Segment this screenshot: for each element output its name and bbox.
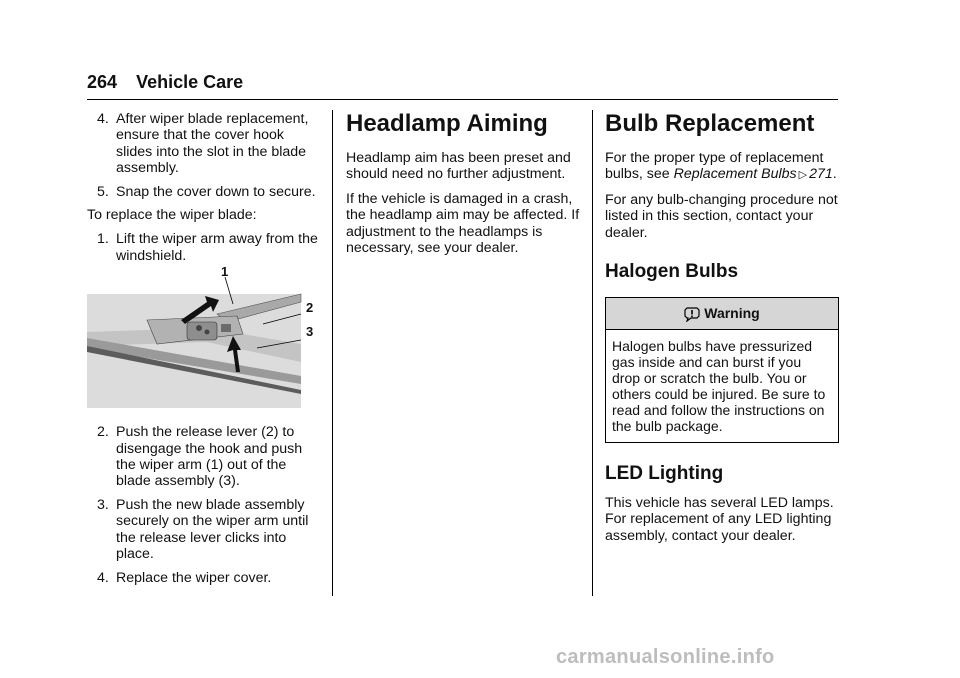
column-2	[346, 111, 582, 264]
led-lighting-heading: LED Lighting	[605, 463, 724, 485]
step-item	[87, 231, 322, 264]
step-number: 1.	[97, 231, 109, 248]
watermark: carmanualsonline.info	[556, 646, 775, 668]
page-reference-icon: ▷	[798, 169, 808, 182]
warning-icon	[684, 306, 700, 322]
bulb-replacement-heading: Bulb Replacement	[605, 110, 815, 137]
step-number: 5.	[97, 183, 109, 200]
warning-box	[605, 297, 839, 443]
step-text: Snap the cover down to secure.	[116, 183, 316, 200]
paragraph	[605, 150, 841, 184]
column-divider-2	[592, 110, 593, 596]
header-rule	[87, 99, 838, 100]
text: .	[832, 166, 837, 183]
step-item	[87, 424, 322, 490]
step-text: Push the release lever (2) to disengage the hook and push the wiper arm (1) out of the blade assembly (3).	[116, 424, 303, 490]
step-number: 3.	[97, 496, 109, 513]
wiper-illustration	[87, 264, 314, 414]
callout-3: 3	[306, 324, 314, 340]
page-number: 264	[87, 72, 118, 92]
step-item	[87, 497, 322, 563]
step-number: 2.	[97, 424, 109, 441]
headlamp-aiming-heading: Headlamp Aiming	[346, 110, 548, 137]
column-3	[605, 111, 841, 552]
paragraph: If the vehicle is damaged in a crash, the headlamp aim may be affected. If adjustment to the headlamps is necessary, see your dealer.	[346, 190, 580, 257]
step-number: 4.	[97, 111, 109, 127]
column-divider-1	[332, 110, 333, 596]
step-number: 4.	[97, 569, 109, 586]
paragraph: This vehicle has several LED lamps. For replacement of any LED lighting assembly, contact your dealer.	[605, 495, 834, 544]
callout-1: 1	[221, 264, 229, 280]
step-item	[87, 184, 322, 200]
warning-text: Halogen bulbs have pressurized gas inside and can burst if you drop or scratch the bulb. You or others could be injured. Be sure to read and follow the instructions on the bulb package.	[612, 338, 826, 435]
page-reference-number[interactable]: 271	[809, 166, 833, 183]
halogen-bulbs-heading: Halogen Bulbs	[605, 261, 739, 283]
step-item	[87, 570, 322, 586]
cross-reference-link[interactable]: Replacement Bulbs	[673, 166, 797, 183]
step-text: Push the new blade assembly securely on the wiper arm until the release lever clicks into place.	[116, 496, 309, 563]
step-text: Replace the wiper cover.	[116, 569, 272, 586]
warning-title: Warning	[704, 305, 760, 322]
wiper-blade-drawing	[87, 272, 302, 414]
step-item	[87, 111, 322, 177]
paragraph: For any bulb-changing procedure not listed in this section, contact your dealer.	[605, 191, 838, 241]
step-text: After wiper blade replacement, ensure that the cover hook slides into the slot in the blade assembly.	[116, 111, 309, 177]
page-header	[87, 72, 243, 93]
paragraph: Headlamp aim has been preset and should need no further adjustment.	[346, 150, 571, 183]
warning-header	[606, 298, 838, 330]
section-title: Vehicle Care	[136, 72, 244, 92]
step-text: Lift the wiper arm away from the windshield.	[116, 231, 318, 264]
text: For the proper type of replacement bulbs, see	[605, 150, 824, 183]
callout-2: 2	[306, 300, 314, 316]
procedure-intro: To replace the wiper blade:	[87, 207, 257, 224]
column-1	[87, 111, 322, 593]
